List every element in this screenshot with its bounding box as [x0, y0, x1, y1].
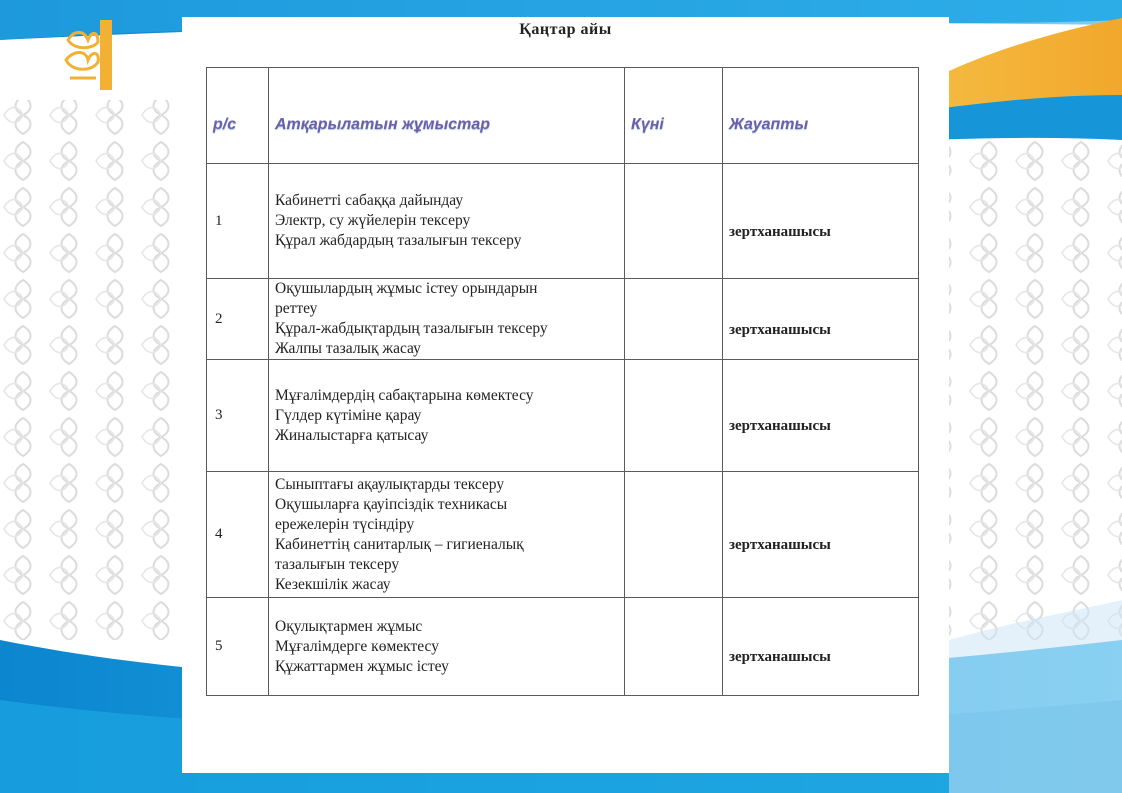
row-date [625, 472, 723, 598]
row-responsible: зертханашысы [723, 360, 919, 472]
table-header-row [207, 68, 919, 164]
task-line: Сыныптағы ақаулықтарды тексеру [275, 475, 505, 493]
task-line: Электр, су жүйелерін тексеру [275, 212, 471, 229]
task-line: Жалпы тазалық жасау [275, 340, 421, 357]
header-number: р/с [207, 68, 269, 164]
row-date [625, 598, 723, 696]
row-responsible: зертханашысы [723, 598, 919, 696]
row-number: 2 [207, 279, 269, 360]
work-plan-table [206, 67, 919, 696]
ornament-logo-icon [62, 20, 112, 90]
row-tasks [269, 472, 625, 598]
table-row [207, 472, 919, 598]
row-date [625, 279, 723, 360]
task-line: Мұғалімдердің сабақтарына көмектесу [275, 386, 534, 404]
task-line: Кабинетті сабаққа дайындау [275, 192, 464, 209]
document-page [182, 17, 949, 773]
row-number: 3 [207, 360, 269, 472]
row-number: 4 [207, 472, 269, 598]
task-line: Құрал жабдардың тазалығын тексеру [275, 232, 522, 249]
task-line: Құрал-жабдықтардың тазалығын тексеру [275, 320, 548, 337]
row-responsible: зертханашысы [723, 164, 919, 279]
header-tasks: Атқарылатын жұмыстар [269, 68, 625, 164]
header-responsible: Жауапты [723, 68, 919, 164]
row-responsible: зертханашысы [723, 472, 919, 598]
task-line: Оқушыларға қауіпсіздік техникасы [275, 495, 508, 513]
task-line: Гүлдер күтіміне қарау [275, 406, 422, 424]
task-line: Құжаттармен жұмыс істеу [275, 657, 449, 675]
task-line: Оқушылардың жұмыс істеу орындарын [275, 280, 538, 297]
task-line: Кезекшілік жасау [275, 575, 391, 593]
row-tasks [269, 598, 625, 696]
table-row [207, 279, 919, 360]
row-tasks [269, 360, 625, 472]
task-line: Мұғалімдерге көмектесу [275, 637, 439, 655]
row-tasks [269, 164, 625, 279]
table-row [207, 598, 919, 696]
page-title: Қаңтар айы [519, 21, 612, 38]
row-tasks [269, 279, 625, 360]
row-number: 5 [207, 598, 269, 696]
row-responsible: зертханашысы [723, 279, 919, 360]
task-line: ережелерін түсіндіру [275, 515, 415, 533]
task-line: Оқулықтармен жұмыс [275, 617, 423, 635]
task-line: Жиналыстарға қатысау [275, 426, 429, 444]
table-row [207, 164, 919, 279]
table-row [207, 360, 919, 472]
task-line: реттеу [275, 300, 318, 317]
task-line: тазалығын тексеру [275, 555, 400, 573]
row-date [625, 164, 723, 279]
row-number: 1 [207, 164, 269, 279]
row-date [625, 360, 723, 472]
header-date: Күні [625, 68, 723, 164]
task-line: Кабинеттің санитарлық – гигиеналық [275, 535, 524, 553]
